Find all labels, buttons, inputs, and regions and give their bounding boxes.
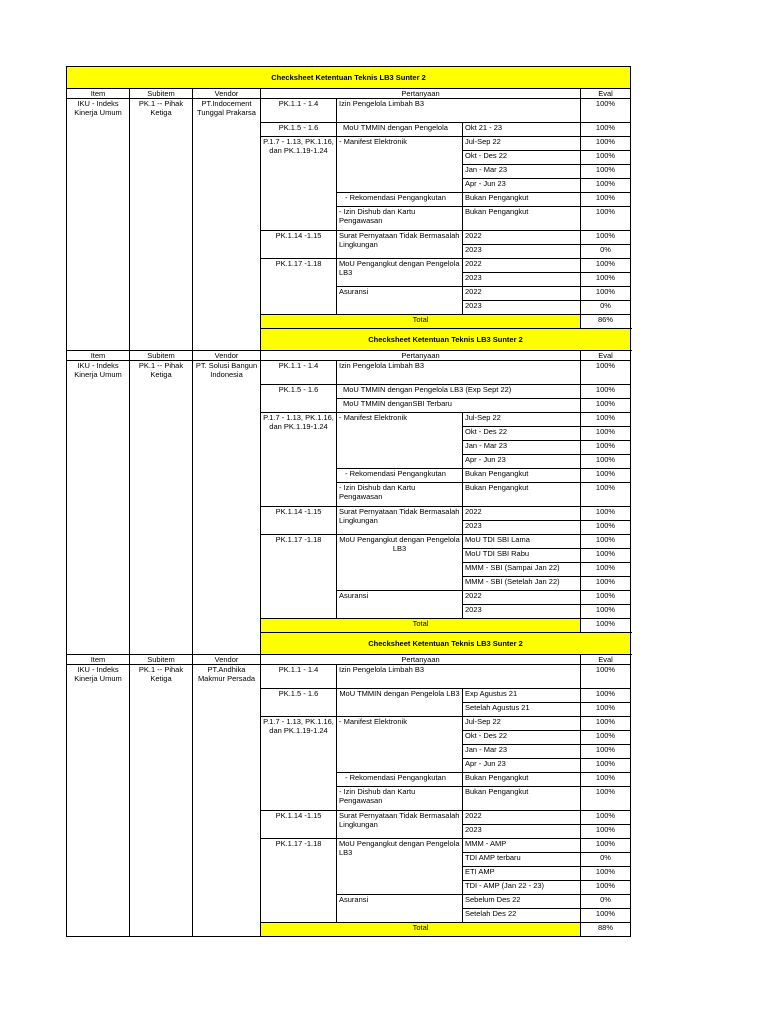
- answer: 2022: [463, 507, 581, 521]
- answer: MMM - SBI (Sampai Jan 22): [463, 563, 581, 577]
- answer: Exp Agustus 21: [463, 689, 581, 703]
- answer: Bukan Pengangkut: [463, 207, 581, 231]
- pk-code: PK.1.14 -1.15: [261, 811, 337, 839]
- question: Surat Pernyataan Tidak Bermasalah Lingkungan: [337, 811, 463, 839]
- answer: Okt 21 - 23: [463, 123, 581, 137]
- answer: 2023: [463, 521, 581, 535]
- eval-value: 100%: [581, 123, 631, 137]
- question: Surat Pernyataan Tidak Bermasalah Lingkungan: [337, 231, 463, 259]
- eval-value: 100%: [581, 605, 631, 619]
- eval-value: 100%: [581, 591, 631, 605]
- answer: 2022: [463, 591, 581, 605]
- answer: 2022: [463, 287, 581, 301]
- eval-value: 100%: [581, 165, 631, 179]
- eval-value: 100%: [581, 483, 631, 507]
- col-header-item: Item: [67, 351, 130, 361]
- pk-code: PK.1.1 - 1.4: [261, 361, 337, 385]
- question: - Manifest Elektronik: [337, 413, 463, 469]
- checksheet-table: [66, 66, 631, 937]
- col-header-pertanyaan: Pertanyaan: [261, 655, 581, 665]
- answer: 2023: [463, 605, 581, 619]
- answer: 2022: [463, 231, 581, 245]
- answer: Jan - Mar 23: [463, 441, 581, 455]
- answer: Apr - Jun 23: [463, 759, 581, 773]
- eval-value: 0%: [581, 853, 631, 867]
- eval-value: 100%: [581, 427, 631, 441]
- pk-code: PK.1.17 -1.18: [261, 839, 337, 923]
- col-header-pertanyaan: Pertanyaan: [261, 89, 581, 99]
- answer: Bukan Pengangkut: [463, 469, 581, 483]
- sheet-title: Checksheet Ketentuan Teknis LB3 Sunter 2: [261, 633, 631, 655]
- pk-code: PK.1.14 -1.15: [261, 507, 337, 535]
- question: - Manifest Elektronik: [337, 137, 463, 193]
- eval-value: 100%: [581, 179, 631, 193]
- subitem-cell: PK.1 -- Pihak Ketiga: [130, 99, 193, 351]
- answer: TDI - AMP (Jan 22 - 23): [463, 881, 581, 895]
- vendor-cell: PT.Indocement Tunggal Prakarsa: [193, 99, 261, 351]
- eval-value: 0%: [581, 895, 631, 909]
- question: Surat Pernyataan Tidak Bermasalah Lingkungan: [337, 507, 463, 535]
- subitem-cell: PK.1 -- Pihak Ketiga: [130, 361, 193, 655]
- answer: MoU TDI SBI Rabu: [463, 549, 581, 563]
- total-value: 86%: [581, 315, 631, 329]
- eval-value: 100%: [581, 811, 631, 825]
- item-cell: IKU - Indeks Kinerja Umum: [67, 99, 130, 351]
- eval-value: 100%: [581, 787, 631, 811]
- question: MoU Pengangkut dengan Pengelola LB3: [337, 259, 463, 287]
- col-header-vendor: Vendor: [193, 351, 261, 361]
- eval-value: 100%: [581, 361, 631, 385]
- pk-code: PK.1.17 -1.18: [261, 259, 337, 315]
- answer: Okt - Des 22: [463, 427, 581, 441]
- col-header-item: Item: [67, 655, 130, 665]
- answer: Setelah Des 22: [463, 909, 581, 923]
- question: MoU TMMIN dengan Pengelola LB3: [337, 689, 463, 717]
- eval-value: 100%: [581, 273, 631, 287]
- answer: Bukan Pengangkut: [463, 787, 581, 811]
- eval-value: 100%: [581, 521, 631, 535]
- eval-value: 100%: [581, 867, 631, 881]
- answer: Okt - Des 22: [463, 151, 581, 165]
- eval-value: 100%: [581, 881, 631, 895]
- eval-value: 100%: [581, 207, 631, 231]
- question: Izin Pengelola Limbah B3: [337, 99, 581, 123]
- answer: Sebelum Des 22: [463, 895, 581, 909]
- pk-code: PK.1.5 - 1.6: [261, 123, 337, 137]
- eval-value: 100%: [581, 535, 631, 549]
- vendor-cell: PT. Solusi Bangun Indonesia: [193, 361, 261, 655]
- eval-value: 100%: [581, 909, 631, 923]
- eval-value: 100%: [581, 455, 631, 469]
- document: [66, 66, 630, 937]
- pk-code: PK.1.1 - 1.4: [261, 665, 337, 689]
- col-header-eval: Eval: [581, 351, 631, 361]
- answer: MoU TDI SBI Lama: [463, 535, 581, 549]
- col-header-eval: Eval: [581, 89, 631, 99]
- pk-code: P.1.7 - 1.13, PK.1.16, dan PK.1.19-1.24: [261, 717, 337, 811]
- total-value: 88%: [581, 923, 631, 937]
- answer: Bukan Pengangkut: [463, 483, 581, 507]
- eval-value: 100%: [581, 231, 631, 245]
- question: Asuransi: [337, 895, 463, 923]
- answer: Jul-Sep 22: [463, 717, 581, 731]
- question: Izin Pengelola Limbah B3: [337, 361, 581, 385]
- answer: 2023: [463, 245, 581, 259]
- eval-value: 100%: [581, 577, 631, 591]
- question: - Izin Dishub dan Kartu Pengawasan: [337, 787, 463, 811]
- total-value: 100%: [581, 619, 631, 633]
- eval-value: 100%: [581, 413, 631, 427]
- total-label: Total: [261, 619, 581, 633]
- col-header-item: Item: [67, 89, 130, 99]
- eval-value: 100%: [581, 469, 631, 483]
- col-header-vendor: Vendor: [193, 89, 261, 99]
- sheet-title: Checksheet Ketentuan Teknis LB3 Sunter 2: [261, 329, 631, 351]
- question: - Izin Dishub dan Kartu Pengawasan: [337, 207, 463, 231]
- eval-value: 100%: [581, 259, 631, 273]
- total-label: Total: [261, 923, 581, 937]
- sheet-title: Checksheet Ketentuan Teknis LB3 Sunter 2: [67, 67, 631, 89]
- answer: 2023: [463, 301, 581, 315]
- answer: 2022: [463, 259, 581, 273]
- eval-value: 100%: [581, 825, 631, 839]
- pk-code: PK.1.14 -1.15: [261, 231, 337, 259]
- answer: Jul-Sep 22: [463, 137, 581, 151]
- eval-value: 100%: [581, 745, 631, 759]
- col-header-pertanyaan: Pertanyaan: [261, 351, 581, 361]
- eval-value: 100%: [581, 441, 631, 455]
- eval-value: 100%: [581, 151, 631, 165]
- item-cell: IKU - Indeks Kinerja Umum: [67, 665, 130, 937]
- eval-value: 100%: [581, 717, 631, 731]
- eval-value: 100%: [581, 759, 631, 773]
- question: - Rekomendasi Pengangkutan: [337, 469, 463, 483]
- answer: Bukan Pengangkut: [463, 773, 581, 787]
- question: - Manifest Elektronik: [337, 717, 463, 773]
- answer: Bukan Pengangkut: [463, 193, 581, 207]
- answer: Jan - Mar 23: [463, 165, 581, 179]
- question: - Rekomendasi Pengangkutan: [337, 773, 463, 787]
- pk-code: PK.1.17 -1.18: [261, 535, 337, 619]
- answer: Setelah Agustus 21: [463, 703, 581, 717]
- question: - Rekomendasi Pengangkutan: [337, 193, 463, 207]
- answer: 2022: [463, 811, 581, 825]
- question: MoU TMMIN dengan Pengelola: [337, 123, 463, 137]
- total-label: Total: [261, 315, 581, 329]
- col-header-subitem: Subitem: [130, 89, 193, 99]
- eval-value: 100%: [581, 287, 631, 301]
- question: Asuransi: [337, 287, 463, 315]
- eval-value: 100%: [581, 665, 631, 689]
- eval-value: 0%: [581, 245, 631, 259]
- eval-value: 100%: [581, 99, 631, 123]
- eval-value: 100%: [581, 399, 631, 413]
- answer: MMM - SBI (Setelah Jan 22): [463, 577, 581, 591]
- eval-value: 100%: [581, 507, 631, 521]
- question: MoU Pengangkut dengan Pengelola LB3: [337, 535, 463, 591]
- pk-code: P.1.7 - 1.13, PK.1.16, dan PK.1.19-1.24: [261, 137, 337, 231]
- col-header-eval: Eval: [581, 655, 631, 665]
- eval-value: 100%: [581, 731, 631, 745]
- eval-value: 100%: [581, 839, 631, 853]
- eval-value: 100%: [581, 385, 631, 399]
- answer: TDI AMP terbaru: [463, 853, 581, 867]
- answer: 2023: [463, 273, 581, 287]
- eval-value: 100%: [581, 773, 631, 787]
- question: MoU TMMIN dengan Pengelola LB3 (Exp Sept 22): [337, 385, 581, 399]
- col-header-subitem: Subitem: [130, 351, 193, 361]
- eval-value: 100%: [581, 193, 631, 207]
- question: Izin Pengelola Limbah B3: [337, 665, 581, 689]
- answer: Apr - Jun 23: [463, 179, 581, 193]
- eval-value: 100%: [581, 563, 631, 577]
- subitem-cell: PK.1 -- Pihak Ketiga: [130, 665, 193, 937]
- pk-code: PK.1.5 - 1.6: [261, 385, 337, 413]
- answer: Jan - Mar 23: [463, 745, 581, 759]
- eval-value: 100%: [581, 703, 631, 717]
- eval-value: 100%: [581, 549, 631, 563]
- question: - Izin Dishub dan Kartu Pengawasan: [337, 483, 463, 507]
- answer: Jul-Sep 22: [463, 413, 581, 427]
- answer: 2023: [463, 825, 581, 839]
- pk-code: PK.1.1 - 1.4: [261, 99, 337, 123]
- pk-code: P.1.7 - 1.13, PK.1.16, dan PK.1.19-1.24: [261, 413, 337, 507]
- eval-value: 100%: [581, 137, 631, 151]
- eval-value: 100%: [581, 689, 631, 703]
- vendor-cell: PT.Andhika Makmur Persada: [193, 665, 261, 937]
- pk-code: PK.1.5 - 1.6: [261, 689, 337, 717]
- question: Asuransi: [337, 591, 463, 619]
- col-header-subitem: Subitem: [130, 655, 193, 665]
- answer: Apr - Jun 23: [463, 455, 581, 469]
- answer: ETI AMP: [463, 867, 581, 881]
- answer: Okt - Des 22: [463, 731, 581, 745]
- eval-value: 0%: [581, 301, 631, 315]
- question: MoU Pengangkut dengan Pengelola LB3: [337, 839, 463, 895]
- item-cell: IKU - Indeks Kinerja Umum: [67, 361, 130, 655]
- question: MoU TMMIN denganSBI Terbaru: [337, 399, 581, 413]
- col-header-vendor: Vendor: [193, 655, 261, 665]
- answer: MMM - AMP: [463, 839, 581, 853]
